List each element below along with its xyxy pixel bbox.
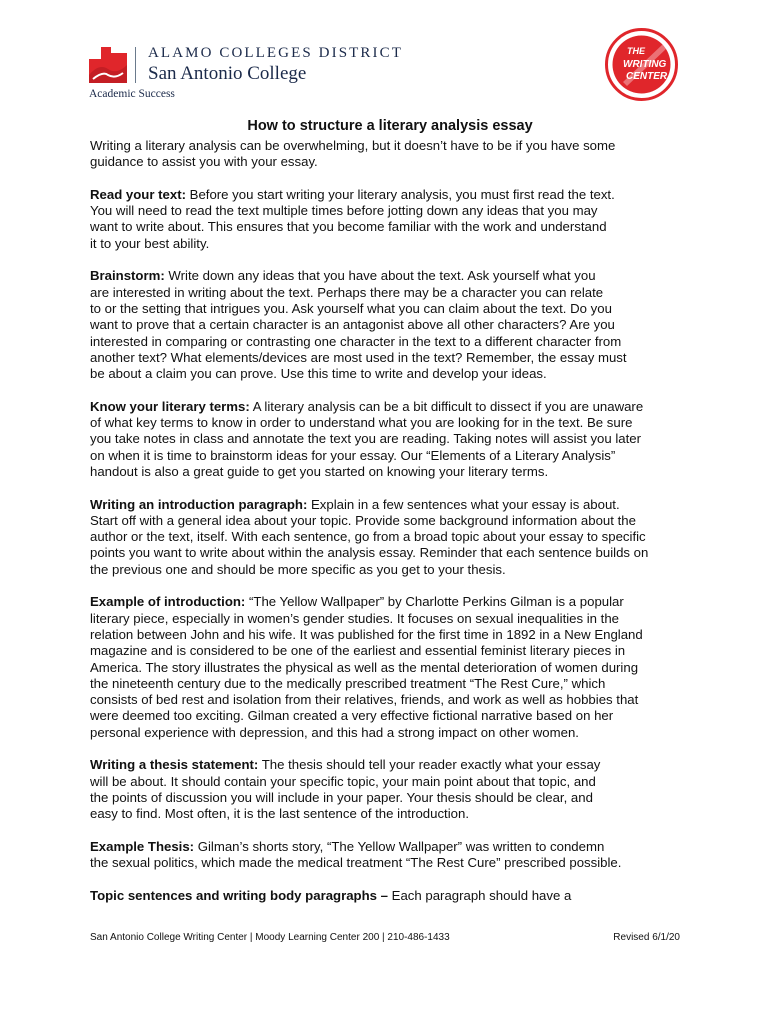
section-heading: Example Thesis: (90, 838, 195, 854)
text-line: the previous one and should be more specific as you get to your thesis. (90, 561, 506, 577)
writing-center-badge (605, 28, 678, 101)
section-topic-sentences (90, 888, 690, 904)
text-line: you take notes in class and annotate the text you are reading. Taking notes will assist you later (90, 431, 642, 447)
text-line: want to prove that a certain character is an antagonist above all other characters? Are you (90, 317, 615, 333)
text-line: Before you start writing your literary analysis, you must first read the text. (186, 186, 615, 202)
text-line: will be about. It should contain your specific topic, your main point about that topic, and (90, 773, 596, 789)
text-line: personal experience with depression, and this had a strong impact on other women. (90, 724, 579, 740)
text-line: Each paragraph should have a (388, 887, 572, 903)
document-body (90, 138, 690, 920)
text-line: to or the setting that intrigues you. Ask yourself what you can claim about the text. Do you (90, 300, 612, 316)
text-line: consists of bed rest and isolation from their relatives, friends, and work as well as hobbies that (90, 692, 639, 708)
district-name: ALAMO COLLEGES DISTRICT (148, 45, 403, 61)
text-line: be about a claim you can prove. Use this time to write and develop your ideas. (90, 366, 547, 382)
text-line: another text? What elements/devices are most used in the text? Remember, the essay must (90, 349, 627, 365)
department-name: Academic Success (89, 88, 175, 100)
text-line: handout is also a great guide to get you started on knowing your literary terms. (90, 463, 549, 479)
section-introduction-paragraph (90, 497, 690, 578)
text-line: the points of discussion you will include in your paper. Your thesis should be clear, and (90, 789, 593, 805)
section-example-thesis (90, 839, 690, 872)
document-title: How to structure a literary analysis essay (247, 118, 533, 134)
section-read-your-text (90, 187, 690, 252)
text-line: the nineteenth century due to the medically prescribed treatment “The Rest Cure,” which (90, 675, 606, 691)
text-line: want to write about. This ensures that you become familiar with the work and understand (90, 219, 607, 235)
badge-line-1: THE (627, 46, 645, 56)
section-brainstorm (90, 268, 690, 382)
section-example-introduction (90, 594, 690, 741)
text-line: Start off with a general idea about your topic. Provide some background information about the (90, 512, 636, 528)
footer-contact: San Antonio College Writing Center | Moody Learning Center 200 | 210-486-1433 (90, 932, 450, 943)
page-header (0, 0, 768, 110)
badge-line-2: WRITING (623, 59, 667, 70)
section-heading: Topic sentences and writing body paragraphs – (90, 887, 388, 903)
text-line: are interested in writing about the text. Perhaps there may be a character you can relate (90, 284, 604, 300)
text-line: author or the text, itself. With each sentence, go from a broad topic about your essay to specific (90, 529, 646, 545)
section-heading: Writing an introduction paragraph: (90, 496, 308, 512)
text-line: it to your best ability. (90, 235, 210, 251)
text-line: America. The story illustrates the physical as well as the mental deterioration of women during (90, 659, 639, 675)
text-line: of what key terms to know in order to understand what you are looking for in the text. Be sure (90, 415, 633, 431)
section-thesis-statement (90, 757, 690, 822)
text-line: were deemed too exciting. Gilman created a very effective fictional narrative based on her (90, 708, 614, 724)
logo-divider (135, 47, 136, 83)
text-line: Explain in a few sentences what your essay is about. (307, 496, 620, 512)
text-line: “The Yellow Wallpaper” by Charlotte Perkins Gilman is a popular (245, 594, 624, 610)
text-line: interested in comparing or contrasting one character in the text to a different character from (90, 333, 622, 349)
section-heading: Read your text: (90, 186, 186, 202)
footer-revised-date: Revised 6/1/20 (613, 932, 680, 943)
text-line: points you want to write about within the analysis essay. Reminder that each sentence builds on (90, 545, 649, 561)
section-heading: Writing a thesis statement: (90, 757, 259, 773)
text-line: The thesis should tell your reader exactly what your essay (258, 757, 601, 773)
section-heading: Brainstorm: (90, 268, 165, 284)
section-heading: Example of introduction: (90, 594, 246, 610)
intro-paragraph (90, 138, 690, 171)
text-line: A literary analysis can be a bit difficult to dissect if you are unaware (249, 398, 644, 414)
badge-line-3: CENTER (626, 71, 668, 82)
text-line: You will need to read the text multiple times before jotting down any ideas that you may (90, 203, 598, 219)
text-line: Write down any ideas that you have about the text. Ask yourself what you (164, 268, 596, 284)
text-line: literary piece, especially in women’s gender studies. It focuses on sexual inequalities in the (90, 610, 620, 626)
text-line: on when it is time to brainstorm ideas for your essay. Our “Elements of a Literary Analysis” (90, 447, 616, 463)
san-antonio-college-logo (89, 45, 127, 83)
text-line: relation between John and his wife. It was published for the first time in 1892 in a New England (90, 626, 643, 642)
section-heading: Know your literary terms: (90, 398, 250, 414)
text-line: Gilman’s shorts story, “The Yellow Wallpaper” was written to condemn (194, 838, 605, 854)
text-line: magazine and is considered to be one of the earliest and essential feminist literary pieces in (90, 643, 626, 659)
college-name: San Antonio College (148, 63, 307, 84)
text-line: easy to find. Most often, it is the last sentence of the introduction. (90, 806, 469, 822)
text-line: Writing a literary analysis can be overwhelming, but it doesn’t have to be if you have some (90, 138, 616, 153)
text-line: guidance to assist you with your essay. (90, 154, 318, 170)
section-literary-terms (90, 399, 690, 480)
text-line: the sexual politics, which made the medical treatment “The Rest Cure” prescribed possible. (90, 855, 622, 871)
